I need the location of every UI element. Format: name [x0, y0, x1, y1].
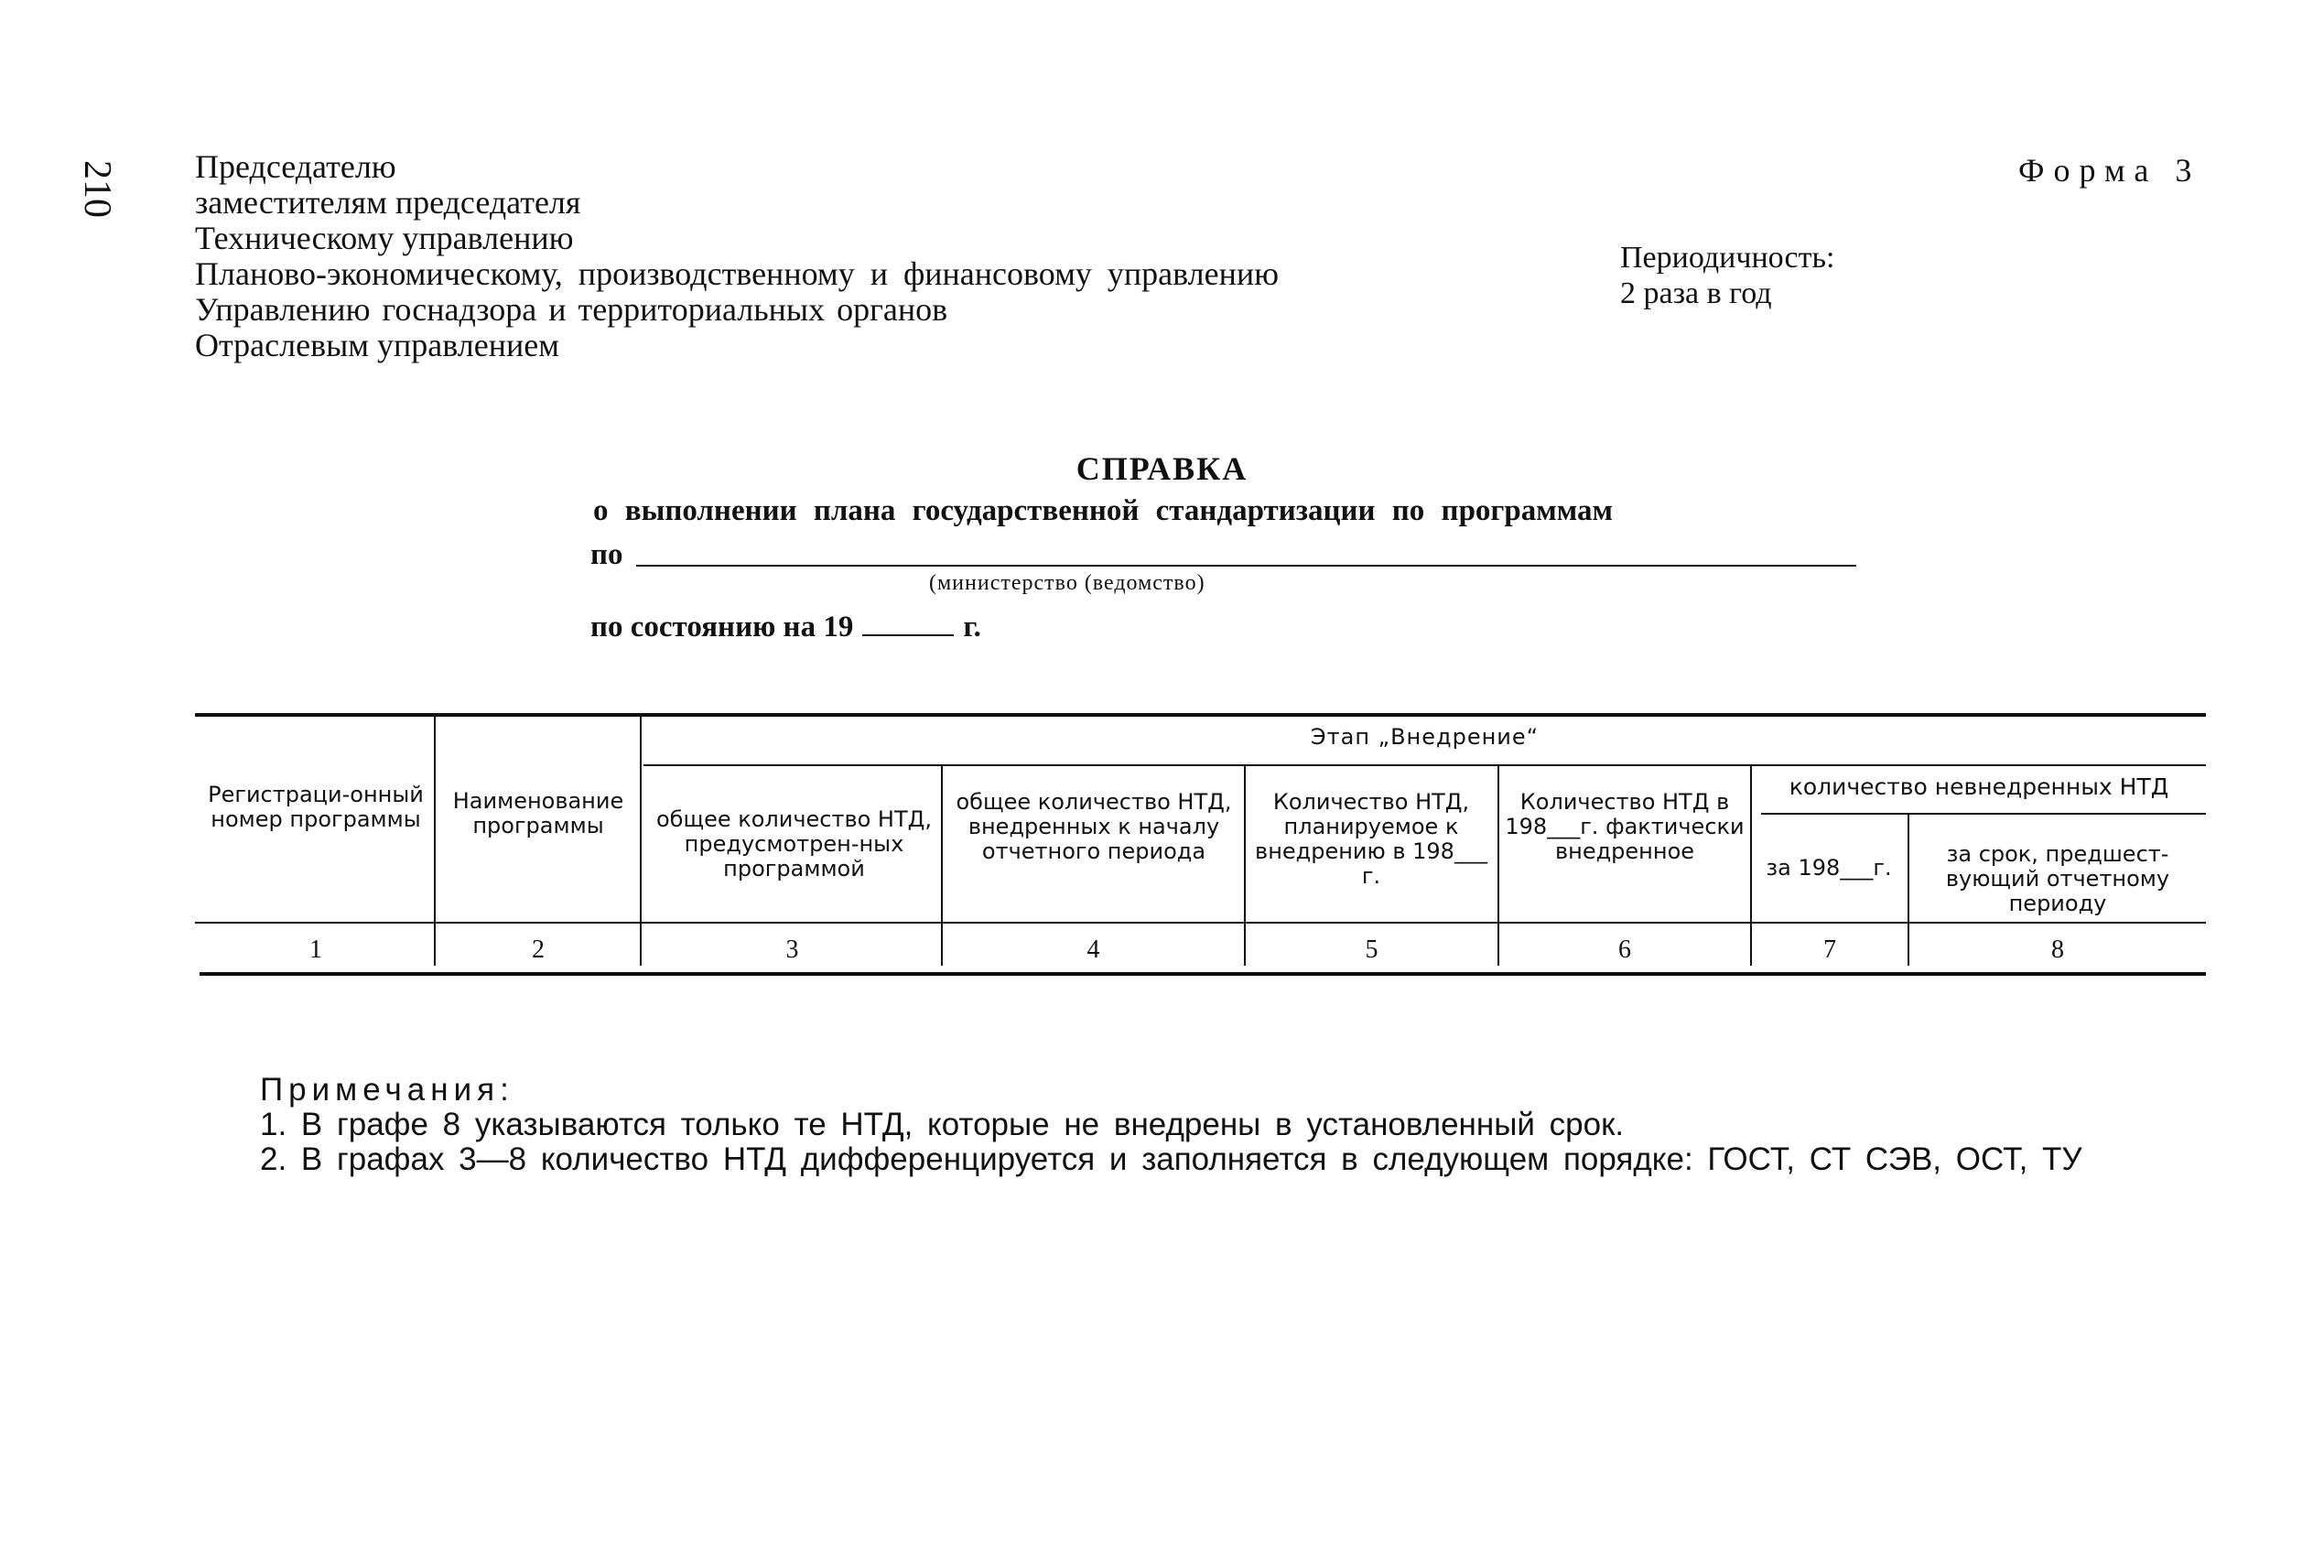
note-item: 1. В графе 8 указываются только те НТД, которые не внедрены в установленный срок. — [260, 1107, 1625, 1142]
addressee-line: Управлению госнадзора и территориальных органов — [195, 291, 948, 328]
as-of-suffix: г. — [963, 611, 981, 643]
notes-header: Примечания: — [260, 1072, 514, 1108]
col-divider — [434, 717, 436, 966]
col-number: 7 — [1823, 935, 1836, 964]
document-title: СПРАВКА — [1076, 450, 1248, 487]
form-label: Форма 3 — [2018, 152, 2201, 189]
table-bottom-rule — [200, 972, 2206, 976]
col-header-7: за 198___г. — [1766, 855, 1892, 881]
as-of-prefix: по состоянию на 19 — [590, 611, 854, 643]
col-header-6: Количество НТД в 198___г. фактически внедренное — [1505, 789, 1745, 864]
col-header-3: общее количество НТД, предусмотрен-ных программой — [655, 806, 933, 881]
col-header-8: за срок, предшест-вующий отчетному периоду — [1945, 841, 2170, 916]
table-top-rule — [195, 713, 2206, 717]
not-implemented-rule — [1761, 813, 2206, 815]
stage-rule — [643, 764, 2206, 766]
ministry-prefix: по — [590, 538, 623, 571]
periodicity-label: Периодичность: — [1620, 241, 1835, 275]
not-implemented-header: количество невнедренных НТД — [1789, 773, 2169, 800]
col-number: 6 — [1618, 935, 1631, 964]
col-header-4: общее количество НТД, внедренных к началу отчетного периода — [956, 789, 1232, 864]
notes-section — [260, 1073, 2082, 1177]
addressee-line: Планово-экономическому, производственному и финансовому управлению — [195, 255, 1280, 292]
col-number: 3 — [785, 935, 799, 964]
col-header-1: Регистраци-онный номер программы — [208, 782, 424, 832]
page-number: 210 — [76, 160, 118, 218]
ministry-fill-line — [636, 565, 1856, 567]
ministry-caption: (министерство (ведомство) — [929, 571, 1205, 595]
col-number: 4 — [1086, 935, 1100, 964]
stage-header: Этап „Внедрение“ — [1310, 724, 1540, 750]
addressee-line: Техническому управлению — [195, 220, 574, 256]
as-of-date — [590, 611, 981, 644]
col-header-5: Количество НТД, планируемое к внедрению в 198___ г. — [1255, 789, 1487, 889]
col-number: 5 — [1365, 935, 1378, 964]
col-divider — [640, 717, 642, 966]
col-number: 1 — [309, 935, 322, 964]
note-item: 2. В графах 3—8 количество НТД дифференцируется и заполняется в следующем порядке: ГОСТ, СТ СЭВ, ОСТ, ТУ — [260, 1141, 2082, 1177]
col-number: 8 — [2051, 935, 2064, 964]
addressee-line: Отраслевым управлением — [195, 327, 560, 363]
col-number: 2 — [532, 935, 545, 964]
header-bottom-rule — [195, 922, 2206, 924]
document-subtitle: о выполнении плана государственной стандартизации по программам — [593, 494, 1613, 527]
periodicity-value: 2 раза в год — [1620, 276, 1772, 310]
addressee-list — [195, 149, 1279, 363]
addressee-line: Председателю — [195, 148, 396, 185]
addressee-line: заместителям председателя — [195, 184, 581, 221]
periodicity — [1620, 240, 1834, 311]
year-blank — [862, 633, 954, 636]
col-header-2: Наименование программы — [452, 788, 624, 838]
